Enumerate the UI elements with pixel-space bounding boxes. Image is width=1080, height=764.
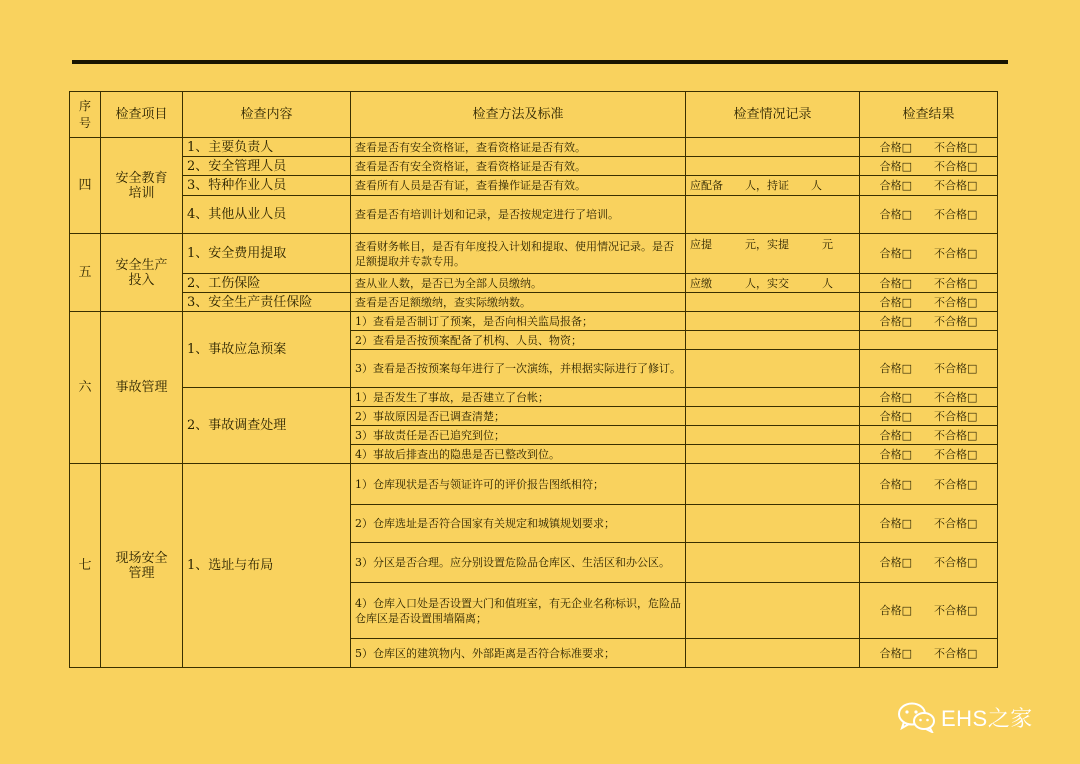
fail-checkbox[interactable]: 不合格□ — [934, 362, 978, 375]
check-result — [860, 274, 998, 293]
pass-checkbox[interactable]: 合格□ — [879, 140, 912, 154]
pass-checkbox[interactable]: 合格□ — [879, 314, 912, 328]
header-record: 检查情况记录 — [686, 92, 860, 138]
check-method: 查从业人数，是否已为全部人员缴纳。 — [351, 274, 686, 293]
check-result — [860, 543, 998, 583]
table-row — [70, 157, 998, 176]
check-content: 3、特种作业人员 — [183, 176, 351, 196]
check-result — [860, 176, 998, 196]
check-content: 1、主要负责人 — [183, 138, 351, 157]
table-row — [70, 293, 998, 312]
table-row — [70, 388, 998, 407]
watermark — [897, 699, 1047, 735]
fail-checkbox[interactable]: 不合格□ — [934, 179, 978, 192]
pass-checkbox[interactable]: 合格□ — [879, 208, 912, 221]
header-method: 检查方法及标准 — [351, 92, 686, 138]
wechat-icon — [897, 701, 937, 733]
check-method: 查看是否有安全资格证，查看资格证是否有效。 — [351, 157, 686, 176]
pass-checkbox[interactable]: 合格□ — [879, 390, 912, 404]
check-content: 4、其他从业人员 — [183, 196, 351, 234]
pass-checkbox[interactable]: 合格□ — [879, 276, 912, 290]
check-result — [860, 639, 998, 668]
section-no: 七 — [70, 464, 101, 668]
section-no: 六 — [70, 312, 101, 464]
fail-checkbox[interactable]: 不合格□ — [934, 247, 978, 260]
table-row — [70, 196, 998, 234]
check-record — [686, 138, 860, 157]
fail-checkbox[interactable]: 不合格□ — [934, 646, 978, 660]
check-method: 查看财务帐目，是否有年度投入计划和提取、使用情况记录。是否足额提取并专款专用。 — [351, 234, 686, 274]
inspection-table — [69, 91, 998, 668]
header-item: 检查项目 — [101, 92, 183, 138]
check-record — [686, 583, 860, 639]
table-header-row — [70, 92, 998, 138]
pass-checkbox[interactable]: 合格□ — [879, 447, 912, 461]
check-result — [860, 234, 998, 274]
check-method: 1）查看是否制订了预案，是否向相关监局报备； — [351, 312, 686, 331]
check-record — [686, 445, 860, 464]
header-result: 检查结果 — [860, 92, 998, 138]
check-method: 2）查看是否按预案配备了机构、人员、物资； — [351, 331, 686, 350]
fail-checkbox[interactable]: 不合格□ — [934, 295, 978, 309]
section-item: 安全教育培训 — [101, 138, 183, 234]
table-row — [70, 312, 998, 331]
check-record — [686, 388, 860, 407]
check-result — [860, 388, 998, 407]
check-record — [686, 464, 860, 505]
header-content: 检查内容 — [183, 92, 351, 138]
fail-checkbox[interactable]: 不合格□ — [934, 409, 978, 423]
pass-checkbox[interactable]: 合格□ — [879, 646, 912, 660]
table-row — [70, 138, 998, 157]
check-result — [860, 464, 998, 505]
check-result — [860, 293, 998, 312]
check-method: 3）事故责任是否已追究到位； — [351, 426, 686, 445]
pass-checkbox[interactable]: 合格□ — [879, 159, 912, 173]
table-row — [70, 176, 998, 196]
check-method: 1）是否发生了事故，是否建立了台帐； — [351, 388, 686, 407]
check-record: 应配备 人，持证 人 — [686, 176, 860, 196]
check-result — [860, 583, 998, 639]
pass-checkbox[interactable]: 合格□ — [879, 179, 912, 192]
check-method: 2）仓库选址是否符合国家有关规定和城镇规划要求； — [351, 505, 686, 543]
section-item: 现场安全管理 — [101, 464, 183, 668]
check-result — [860, 312, 998, 331]
check-method: 3）查看是否按预案每年进行了一次演练，并根据实际进行了修订。 — [351, 350, 686, 388]
pass-checkbox[interactable]: 合格□ — [879, 517, 912, 530]
check-content: 2、工伤保险 — [183, 274, 351, 293]
check-method: 2）事故原因是否已调查清楚； — [351, 407, 686, 426]
check-method: 查看是否足额缴纳，查实际缴纳数。 — [351, 293, 686, 312]
check-record: 应缴 人，实交 人 — [686, 274, 860, 293]
check-record — [686, 543, 860, 583]
pass-checkbox[interactable]: 合格□ — [879, 247, 912, 260]
check-result — [860, 157, 998, 176]
check-result — [860, 505, 998, 543]
pass-checkbox[interactable]: 合格□ — [879, 428, 912, 442]
check-method: 查看是否有安全资格证，查看资格证是否有效。 — [351, 138, 686, 157]
watermark-text: EHS之家 — [941, 705, 1033, 731]
pass-checkbox[interactable]: 合格□ — [879, 295, 912, 309]
check-content: 1、事故应急预案 — [183, 312, 351, 388]
check-result — [860, 445, 998, 464]
check-record — [686, 312, 860, 331]
fail-checkbox[interactable]: 不合格□ — [934, 276, 978, 290]
table-row — [70, 274, 998, 293]
top-rule — [72, 60, 1008, 64]
check-content: 2、安全管理人员 — [183, 157, 351, 176]
check-method: 查看所有人员是否有证，查看操作证是否有效。 — [351, 176, 686, 196]
check-content: 3、安全生产责任保险 — [183, 293, 351, 312]
check-method: 4）仓库入口处是否设置大门和值班室，有无企业名称标识，危险品仓库区是否设置围墙隔离； — [351, 583, 686, 639]
fail-checkbox[interactable]: 不合格□ — [934, 556, 978, 569]
header-no: 序号 — [70, 92, 101, 138]
fail-checkbox[interactable]: 不合格□ — [934, 447, 978, 461]
check-result — [860, 426, 998, 445]
section-no: 五 — [70, 234, 101, 312]
fail-checkbox[interactable]: 不合格□ — [934, 159, 978, 173]
check-method: 3）分区是否合理。应分别设置危险品仓库区、生活区和办公区。 — [351, 543, 686, 583]
check-record — [686, 350, 860, 388]
fail-checkbox[interactable]: 不合格□ — [934, 428, 978, 442]
fail-checkbox[interactable]: 不合格□ — [934, 208, 978, 221]
check-record — [686, 157, 860, 176]
pass-checkbox[interactable]: 合格□ — [879, 362, 912, 375]
check-method: 1）仓库现状是否与领证许可的评价报告图纸相符； — [351, 464, 686, 505]
check-record — [686, 426, 860, 445]
fail-checkbox[interactable]: 不合格□ — [934, 604, 978, 617]
check-record — [686, 293, 860, 312]
check-result — [860, 138, 998, 157]
section-item: 事故管理 — [101, 312, 183, 464]
check-record — [686, 331, 860, 350]
check-record: 应提 元，实提 元 — [686, 234, 860, 274]
section-item: 安全生产投入 — [101, 234, 183, 312]
check-record — [686, 639, 860, 668]
fail-checkbox[interactable]: 不合格□ — [934, 517, 978, 530]
check-method: 4）事故后排查出的隐患是否已整改到位。 — [351, 445, 686, 464]
check-method: 5）仓库区的建筑物内、外部距离是否符合标准要求； — [351, 639, 686, 668]
fail-checkbox[interactable]: 不合格□ — [934, 140, 978, 154]
table-row — [70, 234, 998, 274]
pass-checkbox[interactable]: 合格□ — [879, 556, 912, 569]
fail-checkbox[interactable]: 不合格□ — [934, 314, 978, 328]
pass-checkbox[interactable]: 合格□ — [879, 604, 912, 617]
check-record — [686, 407, 860, 426]
check-record — [686, 196, 860, 234]
check-result — [860, 331, 998, 350]
check-record — [686, 505, 860, 543]
pass-checkbox[interactable]: 合格□ — [879, 477, 912, 491]
section-no: 四 — [70, 138, 101, 234]
check-content: 1、选址与布局 — [183, 464, 351, 668]
pass-checkbox[interactable]: 合格□ — [879, 409, 912, 423]
check-result — [860, 350, 998, 388]
check-result — [860, 196, 998, 234]
fail-checkbox[interactable]: 不合格□ — [934, 477, 978, 491]
check-content: 2、事故调查处理 — [183, 388, 351, 464]
check-content: 1、安全费用提取 — [183, 234, 351, 274]
check-result — [860, 407, 998, 426]
table-row — [70, 464, 998, 505]
check-method: 查看是否有培训计划和记录，是否按规定进行了培训。 — [351, 196, 686, 234]
fail-checkbox[interactable]: 不合格□ — [934, 390, 978, 404]
